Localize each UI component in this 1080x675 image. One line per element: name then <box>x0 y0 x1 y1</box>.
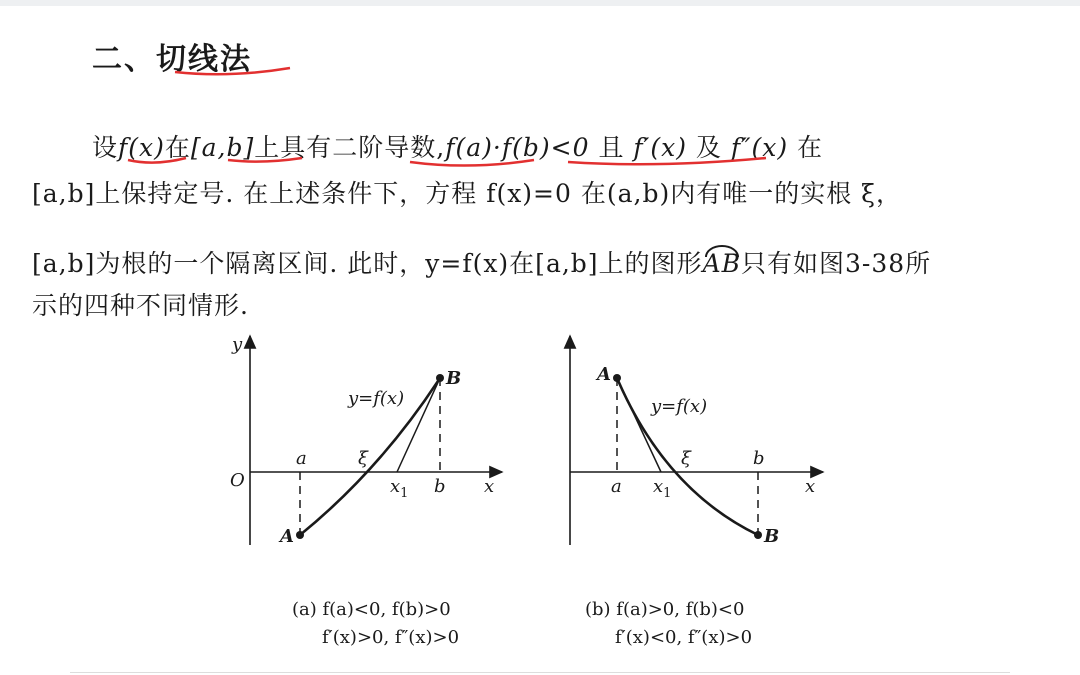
caption-b <box>585 596 752 652</box>
point-b-dot <box>754 531 762 539</box>
caption-a-line-1: (a) f(a)<0, f(b)>0 <box>292 599 451 620</box>
paragraph-2-line-2: 示的四种不同情形. <box>32 291 249 320</box>
first-derivative: f′(x) <box>633 133 687 162</box>
sign-condition: f(a)·f(b)<0 <box>445 133 590 162</box>
tangent-line <box>617 378 661 472</box>
caption-b-line-2: f′(x)<0, f″(x)>0 <box>615 627 753 648</box>
top-bar <box>0 0 1080 6</box>
tick-b-label: b <box>434 476 446 497</box>
origin-label: O <box>230 470 245 491</box>
section-heading: 二、切线法 <box>92 42 252 77</box>
point-b-label: B <box>764 526 780 547</box>
arc-ab: AB <box>702 249 741 278</box>
second-derivative-term: 二阶导数 <box>332 133 437 162</box>
second-derivative: f″(x) <box>730 133 789 162</box>
tick-b-label: b <box>753 448 765 469</box>
caption-a <box>292 596 459 652</box>
root-label: ξ <box>681 448 691 469</box>
tick-a-label: a <box>611 476 622 497</box>
tick-a-label: a <box>296 448 307 469</box>
curve-label: y=f(x) <box>651 396 708 417</box>
point-a-label: A <box>280 526 294 547</box>
x1-label: $x_1$ <box>390 476 409 501</box>
point-b-label: B <box>446 368 462 389</box>
paragraph-2-line-1: [a,b]为根的一个隔离区间. 此时，y=f(x)在[a,b]上的图形AB只有如图3-38所 <box>32 249 932 278</box>
figure-a <box>220 330 510 560</box>
x-axis-label: x <box>805 476 816 497</box>
x-axis-label: x <box>484 476 495 497</box>
caption-a-line-2: f′(x)>0, f″(x)>0 <box>322 627 460 648</box>
point-a-dot <box>613 374 621 382</box>
interval-ab: [a,b] <box>190 133 255 162</box>
bottom-divider <box>70 672 1010 673</box>
point-a-label: A <box>597 364 611 385</box>
y-axis-label: y <box>232 334 243 355</box>
root-label: ξ <box>358 448 368 469</box>
paragraph-1-line-1: 设f(x)在[a,b]上具有二阶导数,f(a)·f(b)<0 且 f′(x) 及 f″(x) 在 <box>92 133 824 162</box>
curve-label: y=f(x) <box>348 388 405 409</box>
fx-term: f(x) <box>118 133 165 162</box>
caption-b-line-1: (b) f(a)>0, f(b)<0 <box>585 599 745 620</box>
figure-b <box>555 330 845 560</box>
x1-label: $x_1$ <box>653 476 672 501</box>
point-a-dot <box>296 531 304 539</box>
paragraph-1-line-2: [a,b]上保持定号. 在上述条件下，方程 f(x)=0 在(a,b)内有唯一的实根 ξ， <box>32 179 902 208</box>
point-b-dot <box>436 374 444 382</box>
